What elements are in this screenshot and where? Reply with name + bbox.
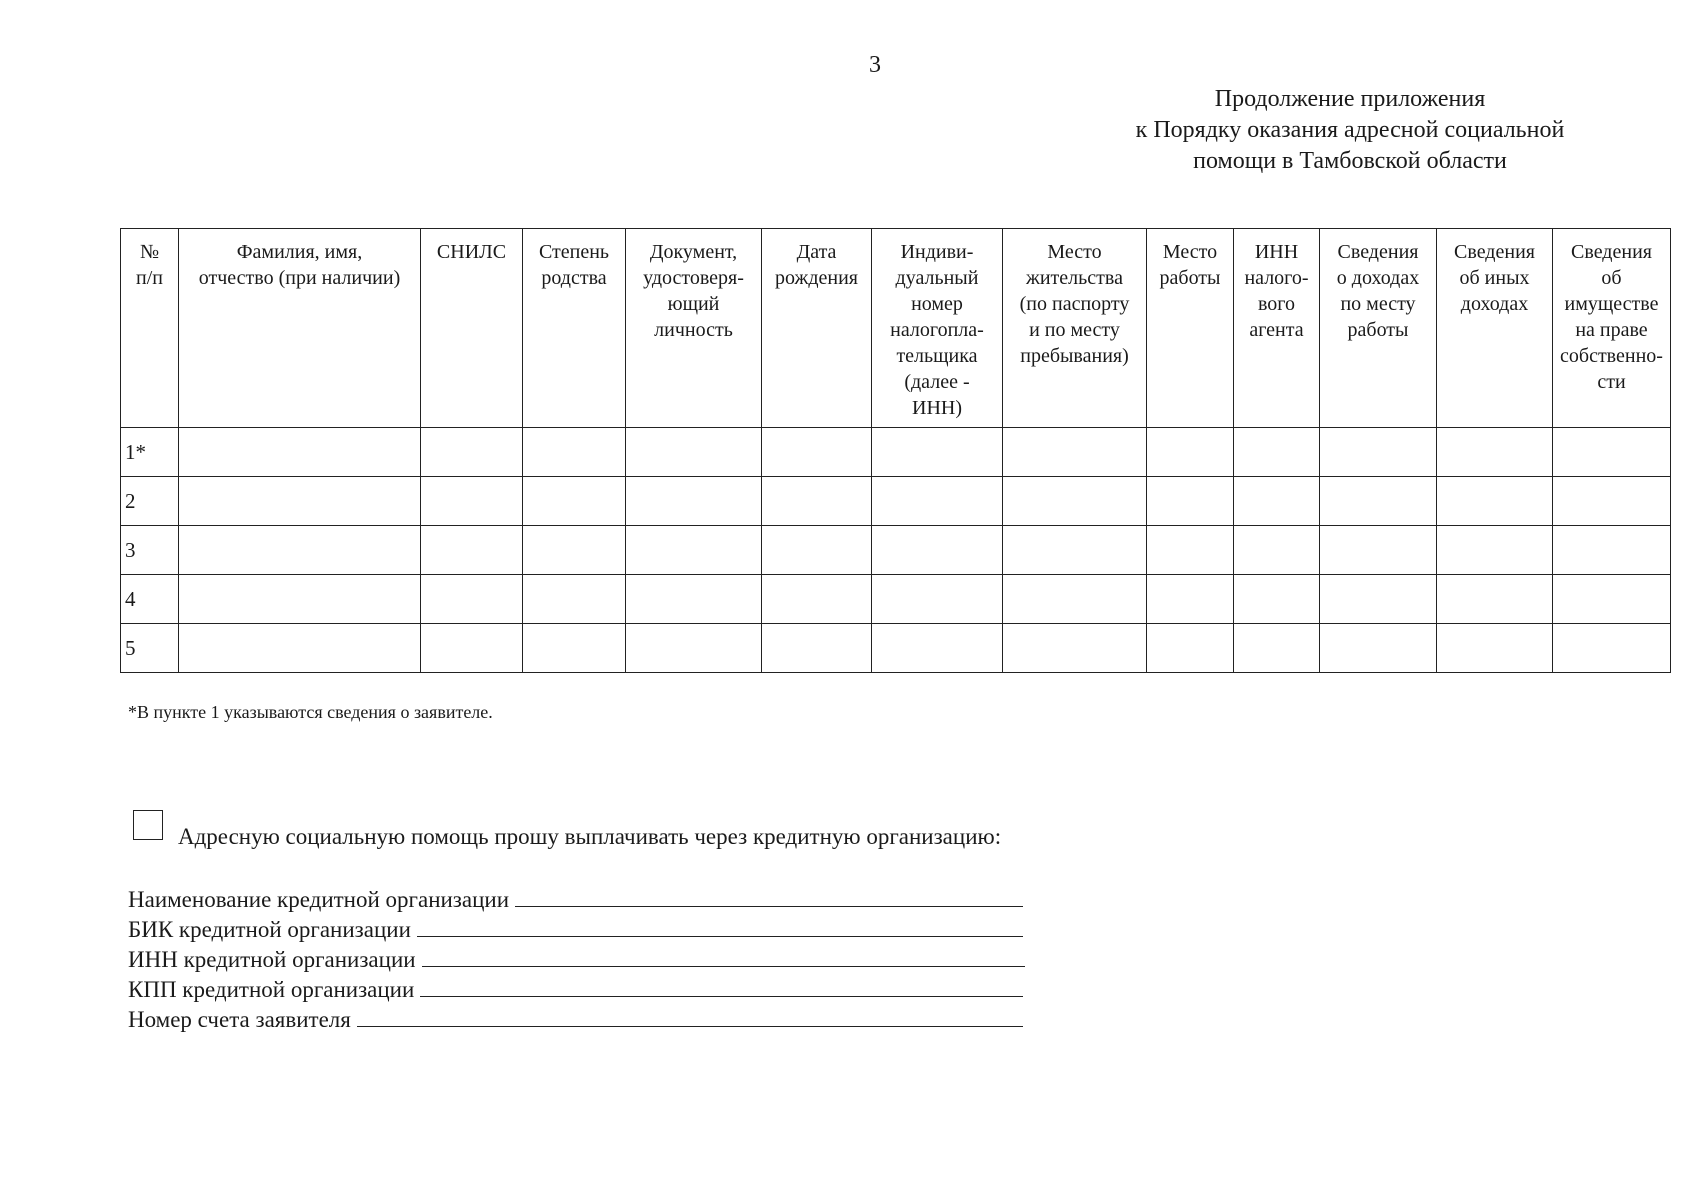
annex-header-line: помощи в Тамбовской области [1193,148,1507,174]
table-cell[interactable] [1437,624,1553,673]
table-cell[interactable] [523,526,626,575]
column-header-line: агента [1249,319,1304,341]
table-cell[interactable] [179,575,421,624]
row-number: 4 [121,575,179,624]
bank-details [128,884,1025,1034]
annex-header [1080,84,1620,177]
bank-kpp-label: КПП кредитной организации [128,977,415,1002]
bank-bik-row [128,914,1025,944]
column-header-line: тельщика [896,345,978,367]
table-cell[interactable] [1553,477,1671,526]
table-cell[interactable] [179,526,421,575]
table-cell[interactable] [1234,575,1320,624]
table-row [121,624,1671,673]
column-header [121,229,179,428]
column-header-line: рождения [775,267,858,289]
column-header-line: налогопла- [890,319,984,341]
table-cell[interactable] [421,624,523,673]
column-header-line: по месту [1340,293,1416,315]
table-cell[interactable] [523,624,626,673]
column-header-line: номер [911,293,963,315]
payment-method-checkbox[interactable] [133,810,163,840]
bank-inn-row [128,944,1025,974]
column-header-line: работы [1347,319,1409,341]
table-cell[interactable] [1003,428,1147,477]
column-header [626,229,762,428]
table-cell[interactable] [1234,477,1320,526]
column-header-line: Фамилия, имя, [236,241,363,263]
table-cell[interactable] [1553,526,1671,575]
table-row [121,575,1671,624]
column-header-line: ИНН) [912,397,962,419]
table-row [121,428,1671,477]
table-cell[interactable] [872,477,1003,526]
column-header-line: работы [1159,267,1221,289]
row-number: 5 [121,624,179,673]
column-header-line: удостоверя- [643,267,744,289]
table-cell[interactable] [1234,526,1320,575]
table-cell[interactable] [1553,624,1671,673]
table-cell[interactable] [1147,477,1234,526]
column-header-line: имуществе [1564,293,1659,315]
table-cell[interactable] [1320,428,1437,477]
family-members-table [120,228,1671,673]
table-cell[interactable] [1147,526,1234,575]
table-cell[interactable] [421,575,523,624]
annex-header-line: Продолжение приложения [1214,86,1486,112]
column-header-line: № [139,241,160,263]
account-number-input[interactable] [357,1004,1023,1027]
table-cell[interactable] [626,526,762,575]
bank-bik-input[interactable] [417,914,1023,937]
column-header-line: п/п [136,267,163,289]
table-cell[interactable] [421,526,523,575]
table-row [121,526,1671,575]
column-header [1147,229,1234,428]
column-header [1553,229,1671,428]
table-cell[interactable] [1234,428,1320,477]
column-header-line: Степень [538,241,610,263]
column-header-line: собственно- [1560,345,1663,367]
column-header-line: СНИЛС [436,241,507,263]
table-cell[interactable] [179,624,421,673]
table-cell[interactable] [1553,428,1671,477]
table-cell[interactable] [1003,575,1147,624]
column-header-line: Сведения [1454,241,1535,263]
column-header-line: родства [541,267,607,289]
column-header [523,229,626,428]
column-header [872,229,1003,428]
column-header-line: доходах [1460,293,1529,315]
table-cell[interactable] [762,526,872,575]
column-header-line: Индиви- [900,241,974,263]
column-header [1437,229,1553,428]
table-cell[interactable] [523,575,626,624]
column-header-line: о доходах [1336,267,1420,289]
column-header [762,229,872,428]
table-cell[interactable] [626,624,762,673]
table-cell[interactable] [179,428,421,477]
table-cell[interactable] [1003,624,1147,673]
table-cell[interactable] [1437,428,1553,477]
column-header-line: (по паспорту [1019,293,1130,315]
table-cell[interactable] [1147,428,1234,477]
column-header-line: вого [1257,293,1295,315]
annex-header-line: к Порядку оказания адресной социальной [1135,117,1565,143]
column-header-line: на праве [1575,319,1648,341]
column-header [1320,229,1437,428]
column-header-line: налого- [1244,267,1309,289]
column-header-line: об иных [1459,267,1530,289]
bank-inn-input[interactable] [422,944,1025,967]
table-cell[interactable] [179,477,421,526]
table-cell[interactable] [872,428,1003,477]
column-header-line: пребывания) [1020,345,1129,367]
bank-name-input[interactable] [515,884,1023,907]
table-cell[interactable] [523,428,626,477]
table-cell[interactable] [762,477,872,526]
column-header-line: Документ, [649,241,738,263]
bank-name-label: Наименование кредитной организации [128,887,510,912]
column-header-line: дуальный [895,267,979,289]
column-header-line: Место [1162,241,1218,263]
table-cell[interactable] [872,575,1003,624]
table-cell[interactable] [1437,526,1553,575]
column-header-line: отчество (при наличии) [198,267,401,289]
table-cell[interactable] [1320,477,1437,526]
column-header-line: личность [654,319,733,341]
account-number-label: Номер счета заявителя [128,1007,351,1032]
column-header-line: Место [1047,241,1102,263]
table-cell[interactable] [1437,477,1553,526]
table-cell[interactable] [762,428,872,477]
column-header-line: об [1601,267,1622,289]
column-header-line: Сведения [1337,241,1419,263]
row-number: 1* [121,428,179,477]
row-number: 3 [121,526,179,575]
column-header [421,229,523,428]
column-header-line: сти [1597,371,1626,393]
column-header-line: Сведения [1571,241,1652,263]
column-header [1003,229,1147,428]
column-header [1234,229,1320,428]
table-cell[interactable] [1147,624,1234,673]
table-cell[interactable] [872,526,1003,575]
table-cell[interactable] [1320,575,1437,624]
table-cell[interactable] [762,624,872,673]
column-header-line: и по месту [1029,319,1120,341]
column-header [179,229,421,428]
column-header-line: жительства [1026,267,1123,289]
row-number: 2 [121,477,179,526]
table-cell[interactable] [626,428,762,477]
table-cell[interactable] [872,624,1003,673]
bank-bik-label: БИК кредитной организации [128,917,411,942]
table-cell[interactable] [1003,526,1147,575]
payment-method-label: Адресную социальную помощь прошу выплачивать через кредитную организацию: [178,824,1002,849]
bank-kpp-row [128,974,1025,1004]
account-number-row [128,1004,1025,1034]
table-row [121,477,1671,526]
table-cell[interactable] [1147,575,1234,624]
table-cell[interactable] [523,477,626,526]
table-cell[interactable] [1003,477,1147,526]
column-header-line: Дата [796,241,837,263]
bank-inn-label: ИНН кредитной организации [128,947,416,972]
table-cell[interactable] [1553,575,1671,624]
table-cell[interactable] [1320,526,1437,575]
bank-name-row [128,884,1025,914]
table-cell[interactable] [1437,575,1553,624]
column-header-line: ИНН [1254,241,1299,263]
table-cell[interactable] [626,575,762,624]
column-header-line: ющий [667,293,720,315]
table-cell[interactable] [1320,624,1437,673]
table-cell[interactable] [421,477,523,526]
bank-kpp-input[interactable] [420,974,1023,997]
table-cell[interactable] [421,428,523,477]
column-header-line: (далее - [904,371,970,393]
table-cell[interactable] [1234,624,1320,673]
page-number: 3 [869,52,881,78]
table-header-row [121,229,1671,428]
table-cell[interactable] [762,575,872,624]
table-cell[interactable] [626,477,762,526]
footnote: *В пункте 1 указываются сведения о заявителе. [128,702,493,722]
